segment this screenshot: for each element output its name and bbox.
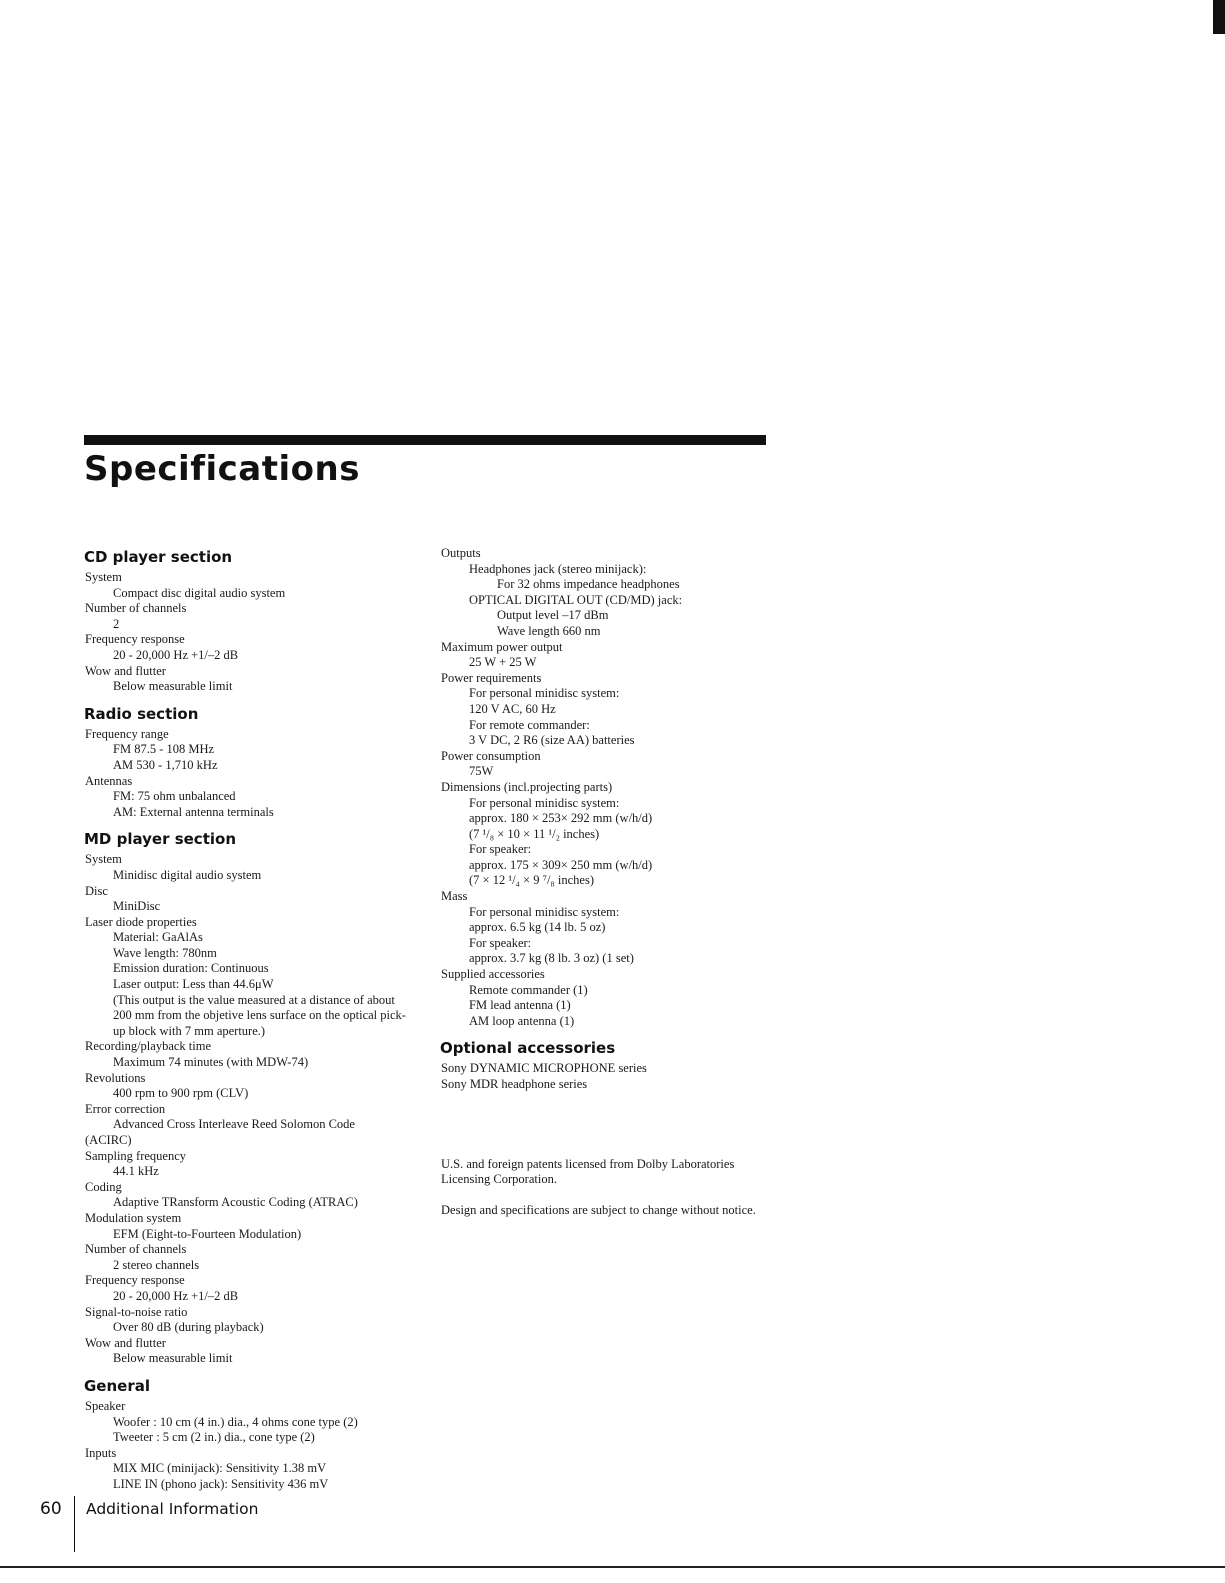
spec-value: FM: 75 ohm unbalanced bbox=[113, 789, 236, 804]
spec-label: Antennas bbox=[85, 773, 133, 788]
spec-label: Dimensions (incl.projecting parts) bbox=[441, 779, 613, 794]
spec-value: For personal minidisc system: bbox=[469, 795, 620, 810]
spec-value: 3 V DC, 2 R6 (size AA) batteries bbox=[469, 733, 635, 748]
left-column bbox=[85, 547, 415, 1492]
spec-value: MIX MIC (minijack): Sensitivity 1.38 mV bbox=[113, 1461, 327, 1476]
spec-subvalue: For 32 ohms impedance headphones bbox=[497, 577, 680, 592]
spec-value: 120 V AC, 60 Hz bbox=[469, 701, 556, 716]
spec-label: Wow and flutter bbox=[85, 1335, 166, 1350]
spec-value: Compact disc digital audio system bbox=[113, 585, 286, 600]
spec-value: Below measurable limit bbox=[113, 1351, 233, 1366]
spec-label: Sony MDR headphone series bbox=[441, 1077, 588, 1091]
spec-value: FM 87.5 - 108 MHz bbox=[113, 742, 215, 757]
spec-label: Frequency response bbox=[85, 632, 185, 647]
spec-value: Remote commander (1) bbox=[469, 982, 588, 997]
spec-value: Material: GaAlAs bbox=[113, 930, 203, 945]
spec-value: Emission duration: Continuous bbox=[113, 961, 269, 976]
spec-value: approx. 6.5 kg (14 lb. 5 oz) bbox=[469, 920, 606, 935]
footer-section-label: Additional Information bbox=[86, 1500, 259, 1518]
right-column-specs bbox=[441, 546, 771, 1093]
spec-label: Sampling frequency bbox=[85, 1148, 187, 1163]
title-rule bbox=[84, 435, 766, 445]
spec-label: Recording/playback time bbox=[85, 1039, 212, 1054]
spec-value: FM lead antenna (1) bbox=[469, 998, 571, 1013]
spec-value: AM: External antenna terminals bbox=[113, 804, 274, 819]
change-notice: Design and specifications are subject to change without notice. bbox=[441, 1202, 756, 1217]
spec-value: 2 stereo channels bbox=[113, 1257, 200, 1272]
spec-value: 20 - 20,000 Hz +1/–2 dB bbox=[113, 1288, 239, 1303]
spec-value: Woofer : 10 cm (4 in.) dia., 4 ohms cone type (2) bbox=[113, 1414, 358, 1429]
spec-label: System bbox=[85, 852, 122, 867]
spec-value: Maximum 74 minutes (with MDW-74) bbox=[113, 1055, 309, 1070]
spec-label: System bbox=[85, 570, 122, 584]
footer-divider bbox=[74, 1496, 75, 1552]
spec-value: 400 rpm to 900 rpm (CLV) bbox=[113, 1086, 249, 1101]
spec-value: (7 ¹/₈ × 10 × 11 ¹/₂ inches) bbox=[469, 826, 600, 841]
spec-value: 25 W + 25 W bbox=[469, 655, 537, 670]
spec-label: Coding bbox=[85, 1179, 122, 1194]
spec-label: Error correction bbox=[85, 1101, 166, 1116]
spec-subvalue: Wave length 660 nm bbox=[497, 623, 601, 638]
spec-label: Revolutions bbox=[85, 1070, 146, 1085]
spec-value: 75W bbox=[469, 764, 494, 779]
section-heading: CD player section bbox=[84, 548, 233, 566]
spec-value: For personal minidisc system: bbox=[469, 904, 620, 919]
spec-value: Advanced Cross Interleave Reed Solomon Code bbox=[113, 1117, 355, 1132]
bottom-rule bbox=[0, 1566, 1225, 1568]
spec-label: Laser diode properties bbox=[85, 914, 197, 929]
spec-value: LINE IN (phono jack): Sensitivity 436 mV bbox=[113, 1476, 329, 1491]
corner-registration-mark bbox=[1213, 0, 1225, 34]
page-title: Specifications bbox=[84, 449, 360, 489]
spec-value: Wave length: 780nm bbox=[113, 945, 217, 960]
spec-value: approx. 3.7 kg (8 lb. 3 oz) (1 set) bbox=[469, 951, 634, 966]
section-heading: Optional accessories bbox=[440, 1039, 616, 1058]
spec-label: Frequency response bbox=[85, 1273, 185, 1288]
section-heading: MD player section bbox=[84, 830, 236, 849]
spec-label: Sony DYNAMIC MICROPHONE series bbox=[441, 1061, 647, 1076]
spec-value: approx. 175 × 309× 250 mm (w/h/d) bbox=[469, 857, 653, 872]
spec-value: EFM (Eight-to-Fourteen Modulation) bbox=[113, 1226, 302, 1241]
spec-value: AM 530 - 1,710 kHz bbox=[113, 757, 218, 772]
spec-label: (ACIRC) bbox=[85, 1133, 132, 1147]
spec-value: approx. 180 × 253× 292 mm (w/h/d) bbox=[469, 811, 653, 826]
spec-value: Below measurable limit bbox=[113, 679, 233, 694]
spec-value: For speaker: bbox=[469, 842, 532, 857]
spec-label: Disc bbox=[85, 883, 108, 898]
spec-value: 2 bbox=[113, 616, 120, 631]
spec-value: For remote commander: bbox=[469, 717, 590, 732]
spec-value: Tweeter : 5 cm (2 in.) dia., cone type (2) bbox=[113, 1430, 315, 1445]
spec-value: For personal minidisc system: bbox=[469, 686, 620, 701]
spec-value: MiniDisc bbox=[113, 899, 161, 914]
spec-value: Laser output: Less than 44.6μW bbox=[113, 977, 274, 992]
spec-value: AM loop antenna (1) bbox=[469, 1013, 575, 1028]
spec-label: Mass bbox=[441, 889, 468, 904]
spacer bbox=[441, 1093, 771, 1147]
dolby-note: U.S. and foreign patents licensed from Dolby Laboratories Licensing Corporation. bbox=[441, 1156, 735, 1187]
spec-value: Headphones jack (stereo minijack): bbox=[469, 561, 647, 576]
spec-label: Speaker bbox=[85, 1398, 126, 1413]
spec-label: Signal-to-noise ratio bbox=[85, 1304, 188, 1319]
spec-value: Over 80 dB (during playback) bbox=[113, 1320, 264, 1335]
right-column bbox=[441, 546, 771, 1218]
spec-label: Outputs bbox=[441, 546, 481, 560]
spec-label: Number of channels bbox=[85, 601, 187, 616]
page-number: 60 bbox=[40, 1499, 62, 1519]
spec-value: For speaker: bbox=[469, 935, 532, 950]
spec-label: Modulation system bbox=[85, 1210, 182, 1225]
spec-value: 44.1 kHz bbox=[113, 1164, 159, 1179]
section-heading: Radio section bbox=[84, 704, 199, 723]
spec-value: Minidisc digital audio system bbox=[113, 867, 262, 882]
spec-label: Frequency range bbox=[85, 726, 169, 741]
spec-label: Power requirements bbox=[441, 670, 542, 685]
spec-subvalue: Output level –17 dBm bbox=[497, 608, 609, 623]
spec-label: Number of channels bbox=[85, 1242, 187, 1257]
spec-label: Wow and flutter bbox=[85, 663, 166, 678]
spec-value: 20 - 20,000 Hz +1/–2 dB bbox=[113, 647, 239, 662]
spec-label: Maximum power output bbox=[441, 639, 563, 654]
spec-value: Adaptive TRansform Acoustic Coding (ATRAC) bbox=[113, 1195, 358, 1210]
spec-note: (This output is the value measured at a distance of about 200 mm from the objetive lens surface on the optical pick-up block with 7 mm aperture.) bbox=[113, 992, 406, 1038]
spec-label: Supplied accessories bbox=[441, 967, 545, 982]
spec-value: OPTICAL DIGITAL OUT (CD/MD) jack: bbox=[469, 592, 683, 607]
spec-label: Power consumption bbox=[441, 748, 541, 763]
spec-label: Inputs bbox=[85, 1445, 117, 1460]
spec-value: (7 × 12 ¹/₄ × 9 ⁷/₈ inches) bbox=[469, 873, 594, 888]
section-heading: General bbox=[84, 1376, 150, 1395]
